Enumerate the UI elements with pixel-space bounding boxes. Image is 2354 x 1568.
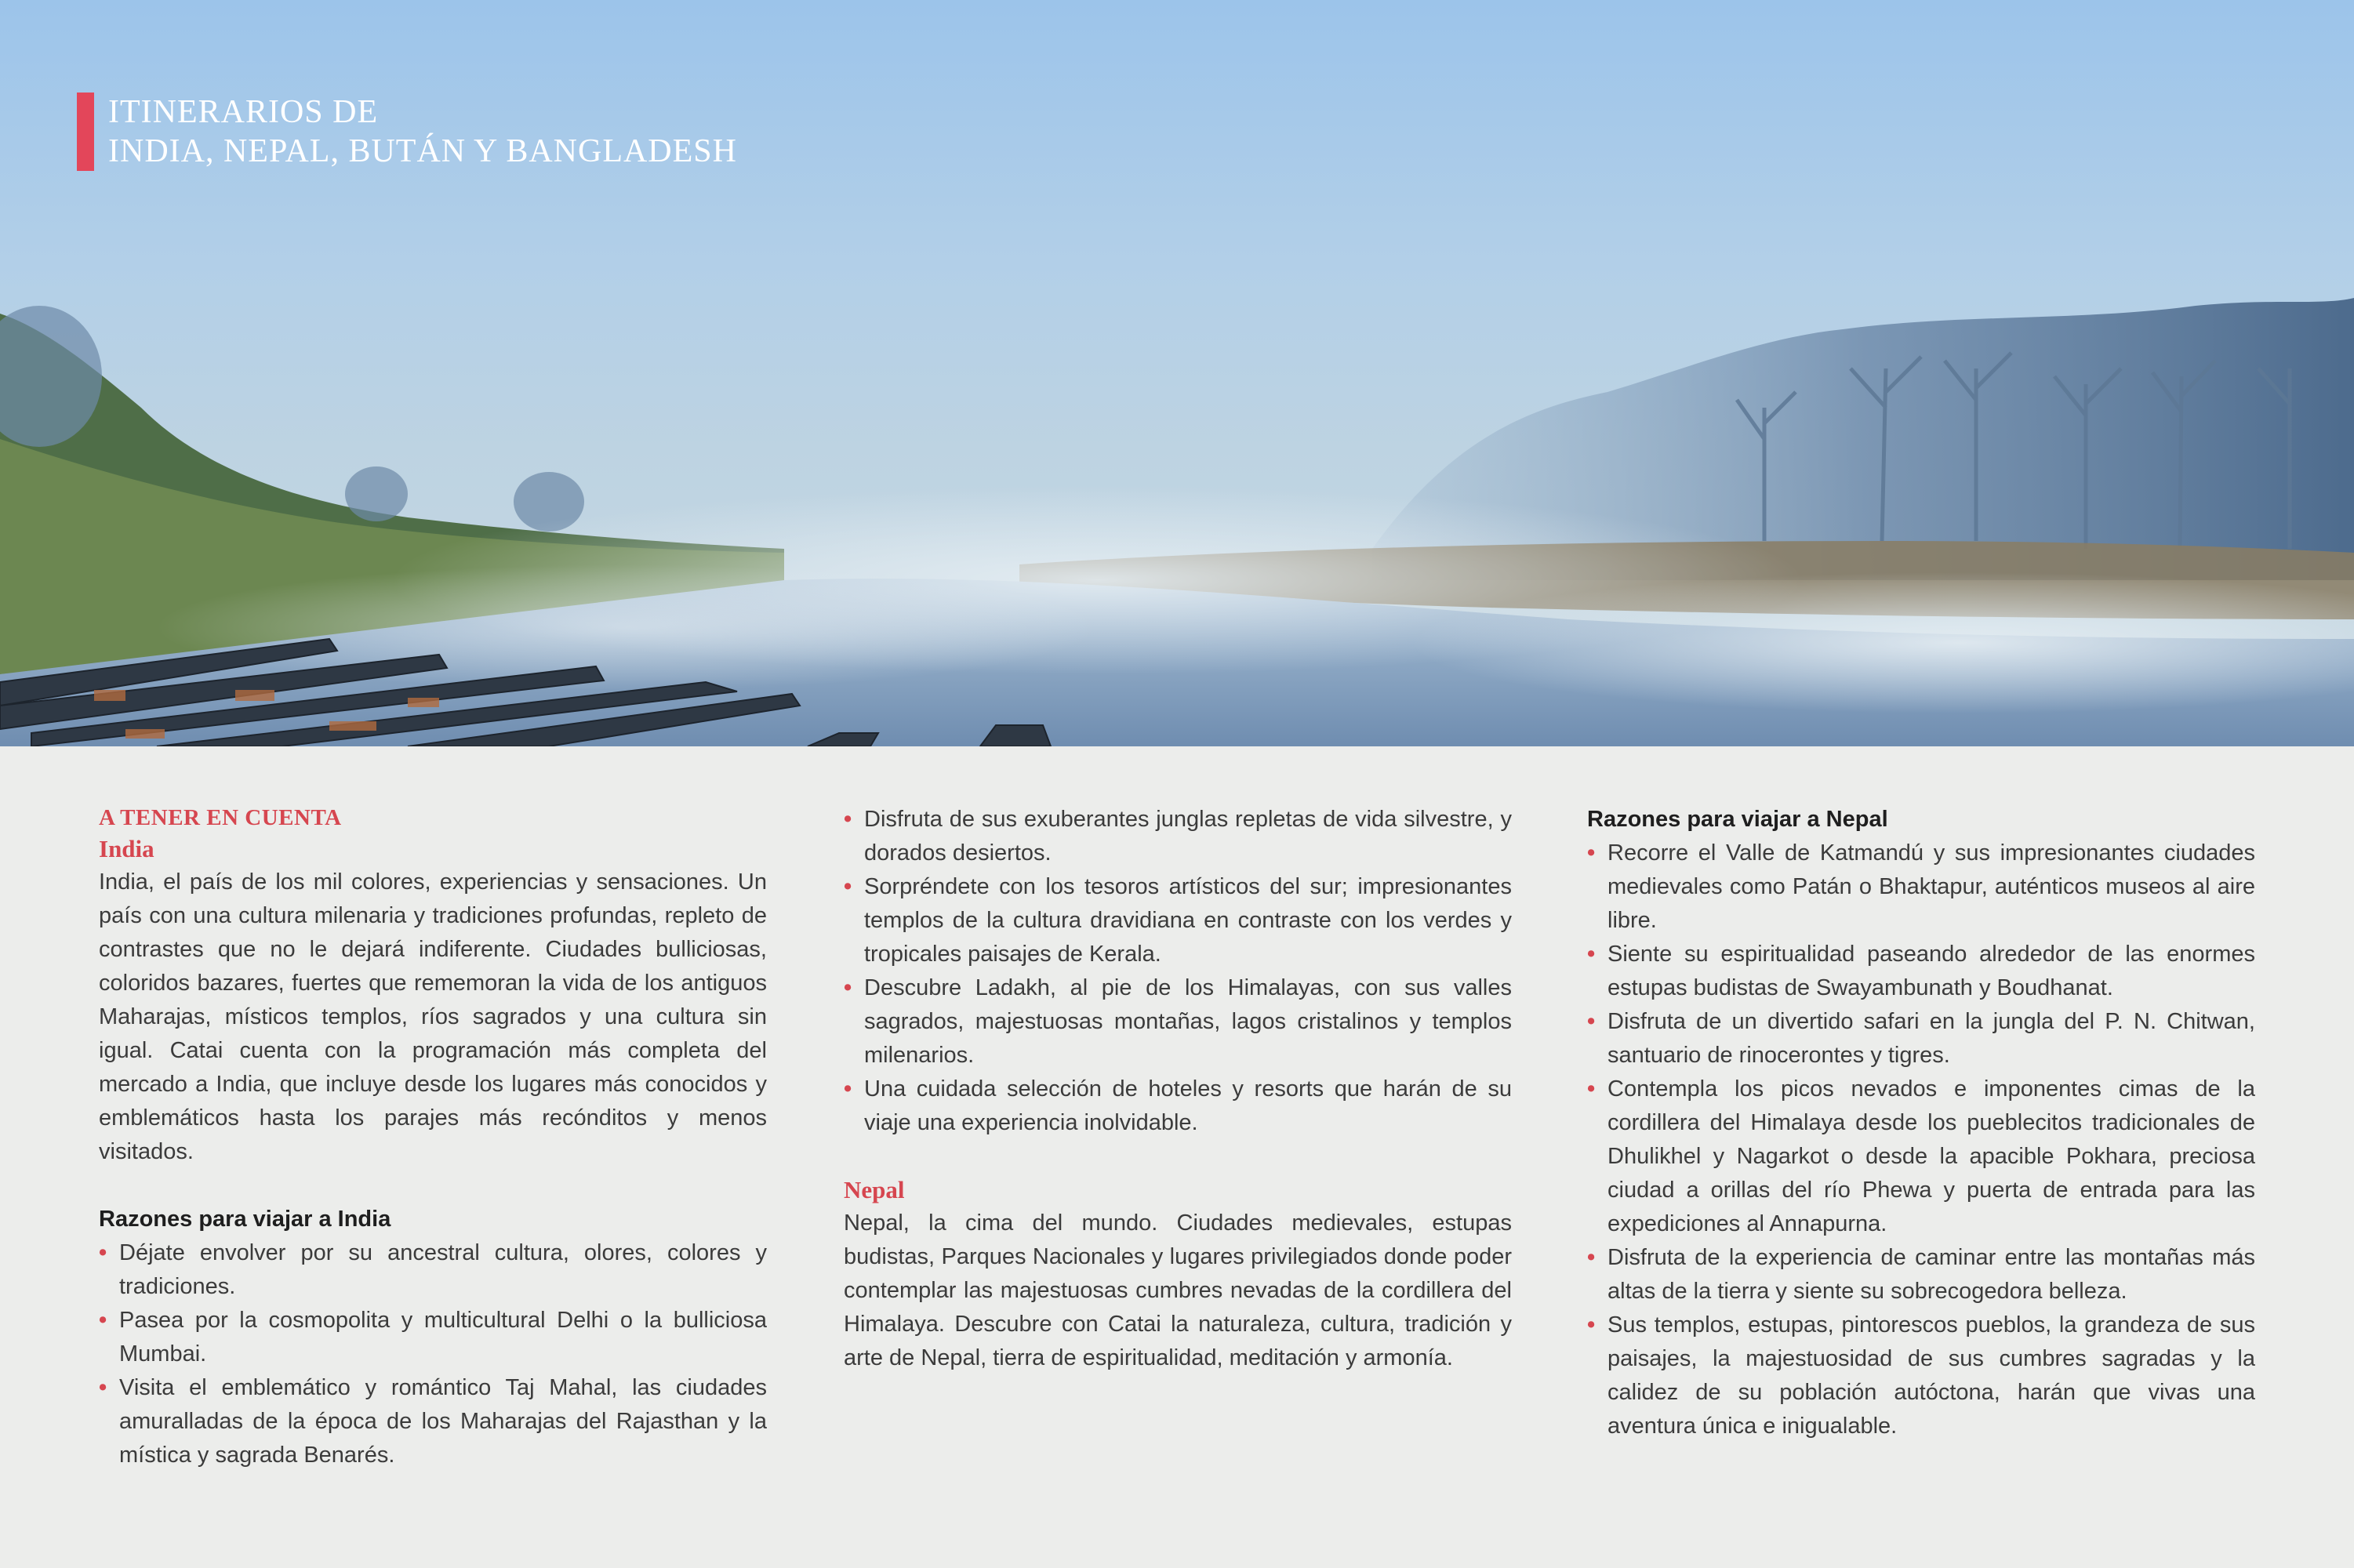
india-intro-paragraph: India, el país de los mil colores, experiencias y sensaciones. Un país con una cultura milenaria y tradiciones profundas, repleto de contrastes que no le dejará indiferente. Ciudades bulliciosas, coloridos bazares, fuertes que rememoran la vida de los antiguos Maharajas, místicos templos, ríos sagrados y una cultura sin igual. Catai cuenta con la programación más completa del mercado a India, que incluye desde los lugares más conocidos y emblemáticos hasta los parajes más recónditos y menos visitados. — [99, 869, 767, 1164]
india-reasons-list-continued — [844, 803, 1512, 1140]
list-item: • Visita el emblemático y romántico Taj Mahal, las ciudades amuralladas de la época de los Maharajas del Rajasthan y la mística y sagrada Benarés. — [99, 1371, 767, 1472]
bullet-icon: • — [1587, 1312, 1596, 1338]
list-item: • Sorpréndete con los tesoros artísticos del sur; impresionantes templos de la cultura dravidiana en contraste con los verdes y tropicales paisajes de Kerala. — [844, 870, 1512, 971]
bullet-icon: • — [844, 874, 852, 899]
title-accent-bar — [77, 93, 94, 171]
list-item: • Pasea por la cosmopolita y multicultural Delhi o la bulliciosa Mumbai. — [99, 1304, 767, 1371]
india-section-title: India — [99, 835, 154, 862]
list-item: • Déjate envolver por su ancestral cultura, olores, colores y tradiciones. — [99, 1236, 767, 1304]
bullet-icon: • — [844, 1076, 852, 1102]
nepal-reasons-title: Razones para viajar a Nepal — [1587, 807, 1888, 832]
india-reasons-title: Razones para viajar a India — [99, 1207, 391, 1232]
list-item: • Disfruta de la experiencia de caminar entre las montañas más altas de la tierra y siente su sobrecogedora belleza. — [1587, 1241, 2255, 1308]
list-item: • Descubre Ladakh, al pie de los Himalayas, con sus valles sagrados, majestuosas montañas, lagos cristalinos y templos milenarios. — [844, 971, 1512, 1073]
list-item: • Una cuidada selección de hoteles y resorts que harán de su viaje una experiencia inolvidable. — [844, 1073, 1512, 1140]
bullet-icon: • — [1587, 1076, 1596, 1102]
bullet-icon: • — [99, 1375, 107, 1400]
column-3 — [1587, 803, 2255, 1443]
hero-photo — [0, 0, 2354, 746]
bullet-icon: • — [99, 1240, 107, 1265]
bullet-icon: • — [1587, 942, 1596, 967]
page-title-line-2: INDIA, NEPAL, BUTÁN Y BANGLADESH — [108, 133, 737, 169]
column-2 — [844, 803, 1512, 1375]
column-1 — [99, 803, 767, 1472]
india-reasons-list — [99, 1236, 767, 1472]
list-item: • Sus templos, estupas, pintorescos pueblos, la grandeza de sus paisajes, la majestuosidad de sus cumbres sagradas y la calidez de su población autóctona, harán que vivas una aventura única e inigualable. — [1587, 1308, 2255, 1443]
kicker-heading: A TENER EN CUENTA — [99, 805, 342, 830]
bullet-icon: • — [844, 975, 852, 1000]
nepal-section-title: Nepal — [844, 1176, 905, 1203]
list-item: • Recorre el Valle de Katmandú y sus impresionantes ciudades medievales como Patán o Bhaktapur, auténticos museos al aire libre. — [1587, 837, 2255, 938]
list-item: • Disfruta de un divertido safari en la jungla del P. N. Chitwan, santuario de rinocerontes y tigres. — [1587, 1005, 2255, 1073]
bullet-icon: • — [844, 807, 852, 832]
page-title — [108, 93, 737, 171]
bullet-icon: • — [1587, 840, 1596, 866]
bullet-icon: • — [1587, 1245, 1596, 1270]
bullet-icon: • — [1587, 1009, 1596, 1034]
list-item: • Siente su espiritualidad paseando alrededor de las enormes estupas budistas de Swayambunath y Boudhanat. — [1587, 938, 2255, 1005]
list-item: • Contempla los picos nevados e imponentes cimas de la cordillera del Himalaya desde los pueblecitos tradicionales de Dhulikhel y Nagarkot o desde la apacible Pokhara, preciosa ciudad a orillas del río Phewa y puerta de entrada para las expediciones al Annapurna. — [1587, 1073, 2255, 1241]
nepal-reasons-list — [1587, 837, 2255, 1443]
bullet-icon: • — [99, 1308, 107, 1333]
page-title-line-1: ITINERARIOS DE — [108, 94, 379, 130]
page-title-block — [77, 93, 737, 171]
list-item: • Disfruta de sus exuberantes junglas repletas de vida silvestre, y dorados desiertos. — [844, 803, 1512, 870]
nepal-intro-paragraph: Nepal, la cima del mundo. Ciudades medievales, estupas budistas, Parques Nacionales y lugares privilegiados donde poder contemplar las majestuosas cumbres nevadas de la cordillera del Himalaya. Descubre con Catai la naturaleza, cultura, tradición y arte de Nepal, tierra de espiritualidad, meditación y armonía. — [844, 1210, 1512, 1370]
